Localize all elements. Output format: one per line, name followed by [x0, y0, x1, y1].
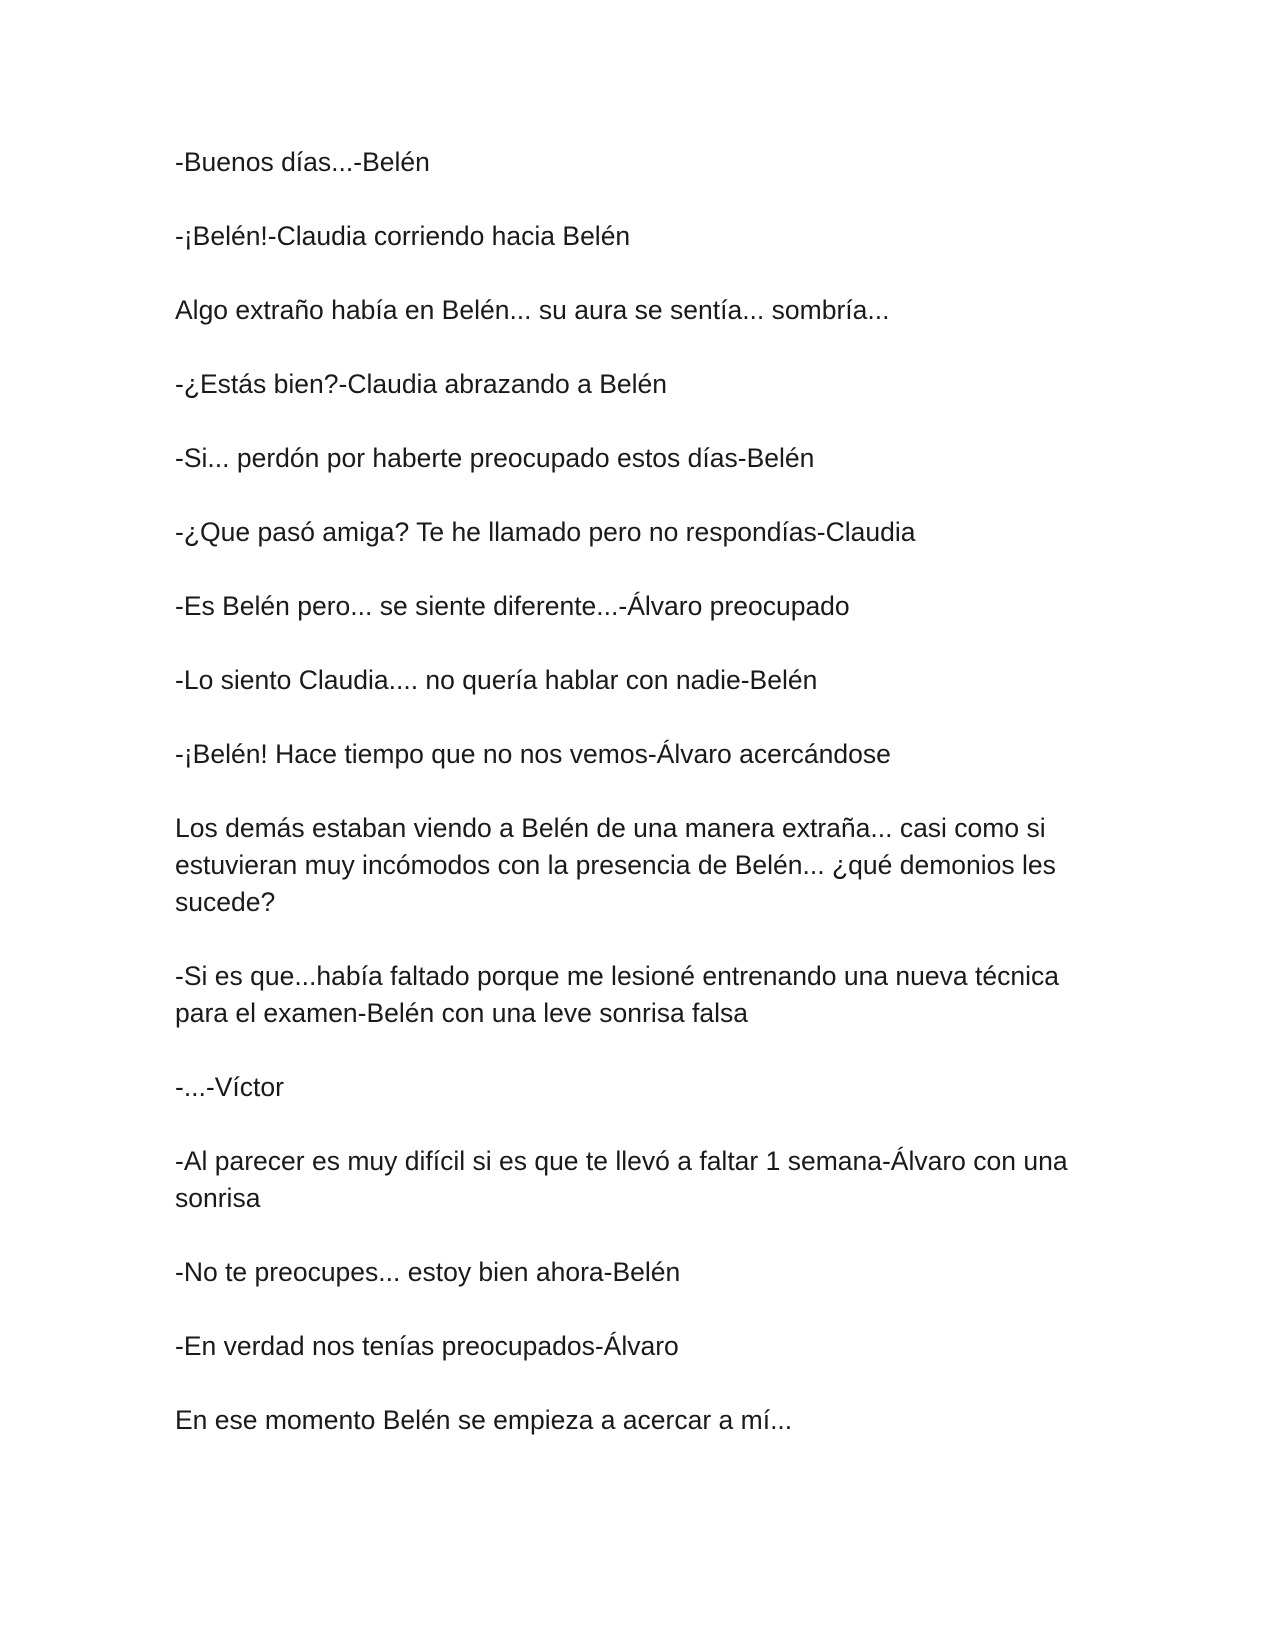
paragraph-16: En ese momento Belén se empieza a acercar a mí...: [175, 1405, 793, 1435]
paragraph-13: -Al parecer es muy difícil si es que te llevó a faltar 1 semana-Álvaro con una sonrisa: [175, 1146, 1068, 1213]
paragraph-2: -¡Belén!-Claudia corriendo hacia Belén: [175, 221, 631, 251]
paragraph-8: -Lo siento Claudia.... no quería hablar con nadie-Belén: [175, 665, 818, 695]
paragraph-5: -Si... perdón por haberte preocupado estos días-Belén: [175, 443, 815, 473]
paragraph-3: Algo extraño había en Belén... su aura se sentía... sombría...: [175, 295, 890, 325]
paragraph-12: -...-Víctor: [175, 1072, 284, 1102]
paragraph-4: -¿Estás bien?-Claudia abrazando a Belén: [175, 369, 668, 399]
document-body: [175, 144, 1105, 1476]
paragraph-7: -Es Belén pero... se siente diferente...-Álvaro preocupado: [175, 591, 850, 621]
paragraph-15: -En verdad nos tenías preocupados-Álvaro: [175, 1331, 679, 1361]
paragraph-6: -¿Que pasó amiga? Te he llamado pero no respondías-Claudia: [175, 517, 916, 547]
paragraph-1: -Buenos días...-Belén: [175, 147, 430, 177]
paragraph-14: -No te preocupes... estoy bien ahora-Belén: [175, 1257, 681, 1287]
paragraph-9: -¡Belén! Hace tiempo que no nos vemos-Álvaro acercándose: [175, 739, 891, 769]
paragraph-11: -Si es que...había faltado porque me lesioné entrenando una nueva técnica para el examen-Belén con una leve sonrisa falsa: [175, 961, 1059, 1028]
paragraph-10: Los demás estaban viendo a Belén de una manera extraña... casi como si estuvieran muy incómodos con la presencia de Belén... ¿qué demonios les sucede?: [175, 813, 1056, 917]
